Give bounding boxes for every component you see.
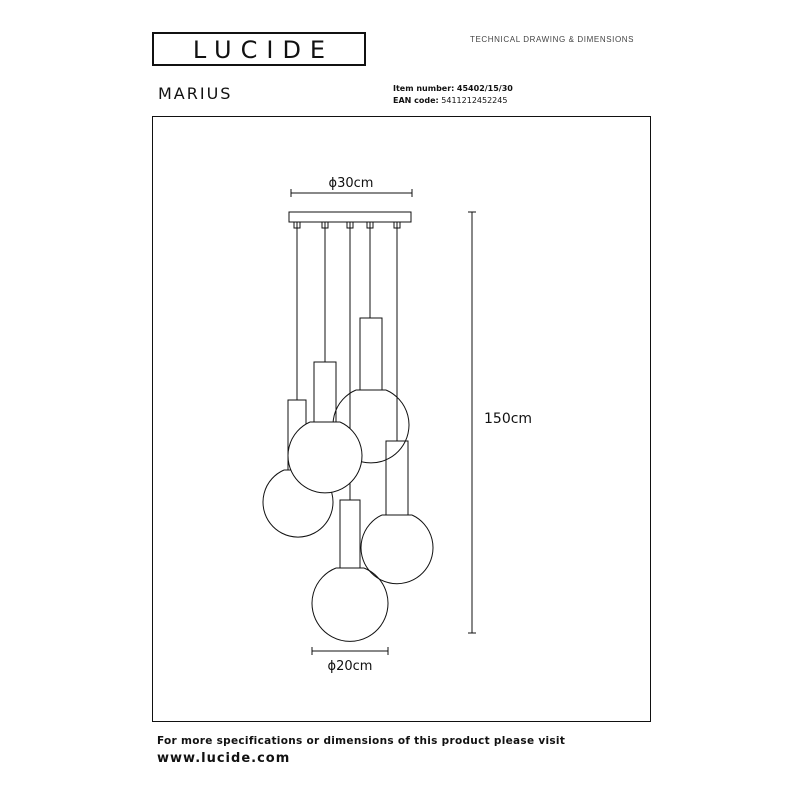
pendant-globe <box>288 362 362 493</box>
item-number-value: 45402/15/30 <box>456 84 513 93</box>
pendant-globe <box>312 500 388 641</box>
globe-dimension <box>312 647 388 674</box>
ceiling-canopy <box>289 212 411 222</box>
lamp-holder <box>340 500 360 568</box>
lamp-holder <box>314 362 336 422</box>
logo-text: LUCIDE <box>192 36 335 64</box>
glass-globe <box>288 422 362 493</box>
glass-globe <box>361 515 433 584</box>
ean-code-label: EAN code: <box>393 96 439 105</box>
height-label: 150cm <box>484 411 533 427</box>
canopy-dimension <box>291 176 412 197</box>
globe-diameter-label: ϕ20cm <box>327 659 373 674</box>
glass-globe <box>312 568 388 641</box>
item-number-label: Item number: <box>393 84 455 93</box>
canopy-diameter-label: ϕ30cm <box>328 176 374 191</box>
height-dimension <box>468 212 532 633</box>
footer-note: For more specifications or dimensions of this product please visit <box>157 735 566 747</box>
ean-code-value: 5411212452245 <box>441 96 508 105</box>
website-link[interactable]: www.lucide.com <box>157 751 291 766</box>
lamp-holder <box>360 318 382 390</box>
product-name: MARIUS <box>158 84 233 103</box>
document-heading: TECHNICAL DRAWING & DIMENSIONS <box>470 35 635 44</box>
